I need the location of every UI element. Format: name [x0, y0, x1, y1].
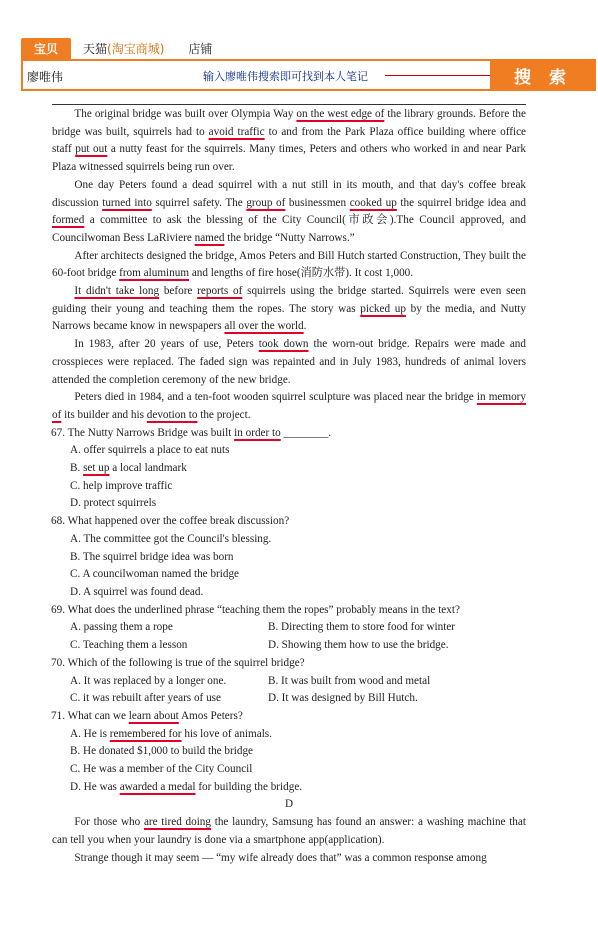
underlined-phrase: on the west edge of — [296, 108, 385, 120]
underlined-phrase: reports of — [197, 285, 243, 298]
underlined-phrase: awarded a medal — [119, 780, 196, 793]
option-71-b: B. He donated $1,000 to build the bridge — [70, 745, 254, 758]
option-70-c: C. it was rebuilt after years of use — [70, 692, 221, 705]
option-67-c: C. help improve traffic — [70, 479, 173, 492]
option-70-b: B. It was built from wood and metal — [268, 674, 431, 687]
option-70-a: A. It was replaced by a longer one. — [70, 674, 227, 687]
tab-tmall-sub: (淘宝商城) — [107, 42, 165, 56]
option-68-a: A. The committee got the Council's blessing. — [70, 532, 272, 545]
option-69-b: B. Directing them to store food for winter — [268, 621, 456, 634]
option-71-d: D. He was awarded a medal for building the bridge. — [70, 780, 303, 793]
underlined-phrase: are tired doing — [143, 816, 211, 829]
paragraph-d2: Strange though it may seem — “my wife already does that” was a common response among — [74, 851, 487, 864]
options-69-ab — [52, 619, 526, 637]
underlined-phrase: named — [194, 231, 225, 244]
underlined-phrase: turned into — [102, 196, 152, 209]
underlined-phrase: cooked up — [349, 196, 397, 209]
underlined-phrase: set up — [83, 462, 110, 475]
underlined-phrase: avoid traffic — [208, 125, 265, 138]
underlined-phrase: from aluminum — [119, 267, 190, 280]
search-hint: 输入廖唯伟搜索即可找到本人笔记 — [203, 70, 368, 83]
paragraph-1: The original bridge was built over Olympia Way on the west edge of the library grounds. Before the bridge was built, squirrels had to avoid traffic to and from the Park Plaza office building where office staff put out a nutty feast for the squirrels. Many times, Peters and others who worked in and near Park Plaza witnessed squirrels being run over. — [52, 108, 527, 174]
option-68-d: D. A squirrel was found dead. — [70, 585, 204, 598]
option-71-a: A. He is remembered for his love of animals. — [70, 727, 272, 740]
options-70-cd — [52, 690, 526, 708]
underlined-phrase: group of — [246, 196, 286, 209]
underlined-phrase: in memory of — [52, 391, 526, 421]
option-67-d: D. protect squirrels — [70, 497, 157, 510]
paragraph-d1: For those who are tired doing the laundry, Samsung has found an answer: a washing machine that can tell you when your laundry is done via a smartphone app(application). — [52, 816, 526, 846]
paragraph-4: It didn't take long before reports of squirrels using the bridge started. Squirrels were even seen guiding their young and teaching them the ropes. The story was picked up by the media, and Nutty Narrows became know in newspapers all over the world. — [52, 285, 527, 333]
underlined-phrase: put out — [75, 143, 108, 156]
option-71-c: C. He was a member of the City Council — [70, 763, 253, 776]
exam-document — [52, 106, 526, 867]
question-69: 69. What does the underlined phrase “teaching them the ropes” probably means in the text? — [51, 603, 460, 616]
options-69-cd — [52, 637, 526, 655]
underlined-phrase: picked up — [360, 302, 406, 315]
option-70-d: D. It was designed by Bill Hutch. — [268, 692, 418, 705]
question-70: 70. Which of the following is true of the squirrel bridge? — [51, 656, 305, 669]
options-70-ab — [52, 673, 526, 691]
question-67: 67. The Nutty Narrows Bridge was built in order to ________. — [51, 426, 332, 439]
tab-tmall[interactable] — [71, 38, 176, 60]
paragraph-2: One day Peters found a dead squirrel with a nut still in its mouth, and that day's coffee break discussion turned into squirrel safety. The group of businessmen cooked up the squirrel bridge idea and formed a committee to ask the blessing of the City Council(市政会).The Council approved, and Councilwoman Bess LaRiviere named the bridge “Nutty Narrows.” — [52, 178, 526, 244]
underlined-phrase: It didn't take long — [74, 285, 160, 298]
tab-baobei[interactable]: 宝贝 — [21, 38, 71, 60]
top-divider — [52, 104, 526, 105]
underlined-phrase: formed — [52, 214, 85, 227]
tab-shop[interactable]: 店铺 — [188, 42, 213, 56]
arrow-right-icon — [385, 75, 500, 76]
option-68-c: C. A councilwoman named the bridge — [70, 568, 240, 581]
option-67-b: B. set up a local landmark — [70, 462, 187, 475]
search-button[interactable]: 搜 索 — [490, 59, 596, 91]
underlined-phrase: in order to — [234, 426, 281, 439]
option-68-b: B. The squirrel bridge idea was born — [70, 550, 234, 563]
search-tabs — [21, 36, 581, 60]
option-69-d: D. Showing them how to use the bridge. — [268, 639, 449, 652]
underlined-phrase: learn about — [128, 709, 179, 722]
underlined-phrase: remembered for — [109, 727, 182, 740]
option-69-a: A. passing them a rope — [70, 621, 173, 634]
section-heading: D — [284, 798, 294, 811]
option-67-a: A. offer squirrels a place to eat nuts — [70, 444, 230, 457]
search-bar — [21, 59, 596, 91]
question-68: 68. What happened over the coffee break discussion? — [51, 515, 290, 528]
question-71: 71. What can we learn about Amos Peters? — [51, 709, 243, 722]
underlined-phrase: took down — [258, 338, 309, 351]
paragraph-3: After architects designed the bridge, Amos Peters and Bill Hutch started Construction, They built the 60-foot bridge from aluminum and lengths of fire hose(消防水带). It cost 1,000. — [52, 249, 526, 280]
underlined-phrase: devotion to — [146, 408, 198, 421]
underlined-phrase: all over the world — [224, 320, 304, 333]
tab-tmall-label: 天猫 — [83, 42, 108, 56]
paragraph-6: Peters died in 1984, and a ten-foot wooden squirrel sculpture was placed near the bridge in memory of its builder and his devotion to the project. — [52, 391, 526, 421]
paragraph-5: In 1983, after 20 years of use, Peters took down the worn-out bridge. Repairs were made and crosspieces were replaced. The faded sign was repainted and in July 1983, hundreds of animal lovers attended the completion ceremony of the new bridge. — [52, 338, 526, 386]
option-69-c: C. Teaching them a lesson — [70, 639, 188, 652]
